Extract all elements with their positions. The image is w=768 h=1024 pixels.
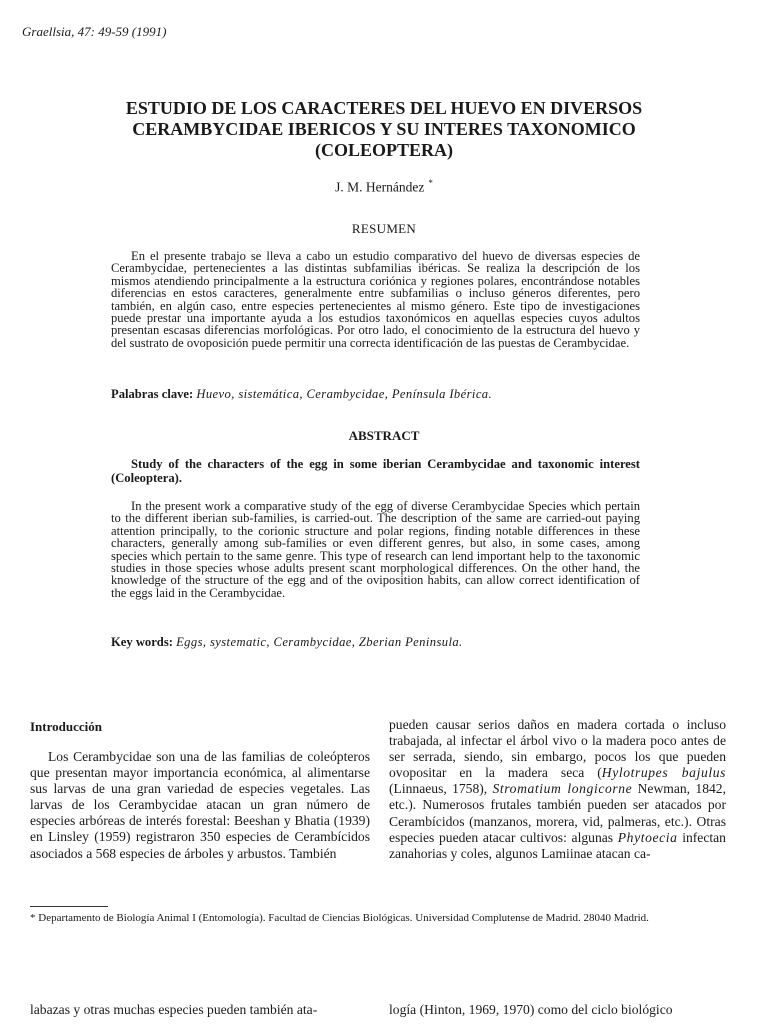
author-name: J. M. Hernández	[335, 179, 425, 195]
english-title: Study of the characters of the egg in some iberian Cerambycidae and taxonomic interest (Coleoptera).	[111, 457, 640, 485]
intro-right-text-4: infectan zanahorias y coles, algunos Lamiinae atacan ca-	[389, 829, 726, 861]
next-page-right-line: logía (Hinton, 1969, 1970) como del ciclo biológico	[389, 1002, 673, 1017]
author-line	[0, 178, 768, 196]
key-words	[111, 635, 651, 650]
intro-left-column: Los Cerambycidae son una de las familias de coleópteros que presentan mayor importancia económica, al alimentarse sus larvas de una gran variedad de especies vegetales. Las larvas de los Cerambycidae atacan un gran número de especies arbóreas de interés forestal: Beeshan y Bhatia (1939) en Linsley (1959) registraron 350 especies de Cerambícidos asociados a 568 especies de árboles y arbustos. También	[30, 749, 370, 861]
affiliation-footnote: * Departamento de Biología Animal I (Entomología). Facultad de Ciencias Biológicas. Universidad Complutense de Madrid. 28040 Madrid.	[30, 912, 649, 924]
introduction-heading: Introducción	[30, 719, 102, 734]
key-words-label: Key words:	[111, 635, 173, 649]
title-line-2: CERAMBYCIDAE IBERICOS Y SU INTERES TAXONOMICO	[132, 119, 636, 139]
intro-right-column	[389, 717, 726, 862]
intro-right-text-3: Newman, 1842, etc.). Numerosos frutales también pueden ser atacados por Cerambícidos (manzanos, morera, vid, palmeras, etc.). Otras especies pueden atacar cultivos: algunas	[389, 781, 726, 845]
genus-phytoecia: Phytoecia	[617, 829, 678, 845]
abstract-heading: ABSTRACT	[348, 428, 420, 443]
footnote-divider	[30, 906, 108, 907]
species-hylotrupes: Hylotrupes bajulus	[601, 765, 727, 781]
species-stromatium: Stromatium longicorne	[492, 781, 633, 797]
title-line-1: ESTUDIO DE LOS CARACTERES DEL HUEVO EN DIVERSOS	[125, 98, 643, 118]
key-words-values: Eggs, systematic, Cerambycidae, Zberian Peninsula.	[176, 635, 463, 649]
intro-right-text-1: pueden causar serios daños en madera cortada o incluso trabajada, al infectar el árbol vivo o la madera poco antes de ser serrada, siendo, sin embargo, pocos los que pueden ovopositar en la madera seca (	[389, 717, 726, 781]
palabras-clave	[111, 387, 651, 402]
resumen-text: En el presente trabajo se lleva a cabo un estudio comparativo del huevo de diversas especies de Cerambycidae, pertenecientes a las distintas subfamilias ibéricas. Se realiza la descripción de los mismos atendiendo principalmente a la estructura coriónica y regiones polares, encontrándose notables diferencias en estos caracteres, generalmente entre subfamilias o incluso géneros diferentes, pero también, en algún caso, entre especies pertenecientes al mismo género. Este tipo de investigaciones puede prestar una importante ayuda a los estudios taxonómicos en aquellas especies cuyos adultos presentan escasas diferencias morfológicas. Por otro lado, el conocimiento de la estructura del huevo y del sustrato de ovoposición puede permitir una correcta identificación de las puestas de Cerambycidae.	[111, 249, 640, 350]
paper-title	[60, 98, 708, 161]
resumen-heading: RESUMEN	[351, 221, 417, 236]
intro-right-text-2: (Linnaeus, 1758),	[389, 781, 493, 797]
journal-citation: Graellsia, 47: 49-59 (1991)	[22, 24, 167, 39]
abstract-text: In the present work a comparative study of the egg of diverse Cerambycidae Species which pertain to the different iberian sub-families, is carried-out. The description of the same are carried-out paying attention principally, to the corionic structure and polar regions, finding notable differences in these characters, generally among sub-families or even different genres, but also, in some cases, among species which pertain to the same genre. This type of research can lend important help to the taxonomic studies in those species whose adults present scant morphological differences. On the other hand, the knowledge of the structure of the egg and of the oviposition habits, can allow correct identification of the eggs laid in the Cerambycidae.	[111, 499, 640, 600]
author-footnote-mark: *	[428, 178, 433, 188]
palabras-clave-values: Huevo, sistemática, Cerambycidae, Península Ibérica.	[196, 387, 493, 401]
title-line-3: (COLEOPTERA)	[314, 140, 453, 160]
next-page-left-line: labazas y otras muchas especies pueden también ata-	[30, 1002, 318, 1017]
palabras-clave-label: Palabras clave:	[111, 387, 194, 401]
